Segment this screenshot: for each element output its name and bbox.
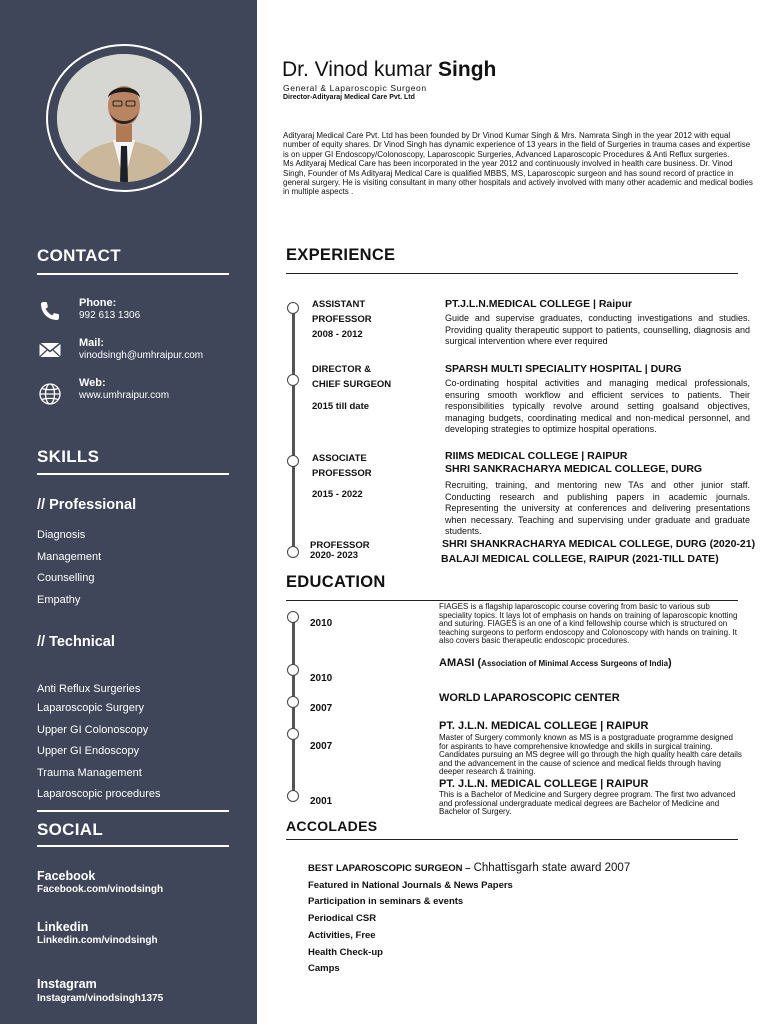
person-portrait-icon xyxy=(57,54,191,182)
first-name: Dr. Vinod kumar xyxy=(282,58,433,81)
mail-value[interactable]: vinodsingh@umhraipur.com xyxy=(79,350,204,361)
sidebar xyxy=(0,0,257,1024)
experience-role: ASSOCIATE PROFESSOR xyxy=(312,453,372,479)
director-title: Director-Adityaraj Medical Care Pvt. Ltd xyxy=(283,94,415,101)
accolades-heading: ACCOLADES xyxy=(286,818,378,834)
education-title: PT. J.L.N. MEDICAL COLLEGE | RAIPUR xyxy=(439,720,649,732)
education-title: PT. J.L.N. MEDICAL COLLEGE | RAIPUR xyxy=(439,778,649,790)
person-name xyxy=(282,58,496,82)
experience-period: 2015 till date xyxy=(312,401,370,412)
last-name: Singh xyxy=(438,58,497,81)
experience-period: 2008 - 2012 xyxy=(312,329,363,340)
timeline-dot xyxy=(287,546,299,558)
education-year: 2010 xyxy=(310,673,333,684)
experience-description: Co-ordinating hospital activities and managing medical professionals, ensuring smooth workflow and efficient services to patients. Their responsibilities typically revolve around setting goalsand objectives, managing budgets, coordinating medical and non-medical personnel, and developing strategies to optimize hospital operations. xyxy=(445,378,750,434)
about-paragraph: Adityaraj Medical Care Pvt. Ltd has been founded by Dr Vinod Kumar Singh & Mrs. Namrata Singh in the year 2012 with equal number of equity shares. Dr Vinod Singh has dynamic experience of 13 years in the field of Surgeries in trauma cases and expertise is on upper GI Endoscopy/Colonoscopy, Laparoscopic Surgeries, Advanced Laparoscopic Procedures & Anti Reflux surgeries. Ms Adityaraj Medical Care has been incorporated in the year 2012 and continuously involved in health care business. Dr. Vinod Singh, Founder of Ms Adityaraj Medical Care is qualified MBBS, MS, Laparoscopic surgeon and has sound record of practice in general surgery. He is visiting consultant in many other hospitals and actively involved with many other academic and medical bodies in multiple aspects . xyxy=(283,131,753,197)
timeline-dot xyxy=(287,302,299,314)
accolades-divider xyxy=(286,839,738,840)
web-label: Web: xyxy=(79,377,106,389)
profile-photo-ring xyxy=(46,44,202,192)
timeline-dot xyxy=(287,374,299,386)
experience-heading: EXPERIENCE xyxy=(286,246,396,264)
education-divider xyxy=(286,600,738,601)
education-description: Master of Surgery commonly known as MS is a postgraduate programme designed for aspirants to have comprehensive knowledge and skills in surgical training. Candidates pursuing an MS degree will go through the high quality health care details and the advancement in the cause of science and medical fields through having deeper research & training. xyxy=(439,733,742,777)
education-year: 2001 xyxy=(310,796,333,807)
contact-divider xyxy=(37,273,229,275)
experience-timeline-line xyxy=(292,308,295,552)
social-linkedin-link[interactable]: Linkedin.com/vinodsingh xyxy=(37,935,158,946)
education-title: AMASI (Association of Minimal Access Surgeons of India) xyxy=(439,657,672,669)
social-instagram-link[interactable]: Instagram/vinodsingh1375 xyxy=(37,993,164,1004)
education-description: FIAGES is a flagship laparoscopic course covering from basic to various sub speciality topics. It lays lot of emphasis on hands on training of laparoscopic knotting and suturing. FIAGES is an one of a kind fellowship course which is structured on teaching surgeons to perform endoscopy and Colonoscopy with hands on training. It also covers basic therapeutic endoscopic procedures. xyxy=(439,602,738,646)
education-heading: EDUCATION xyxy=(286,573,386,591)
contact-heading: CONTACT xyxy=(37,246,121,265)
skill-item: Counselling xyxy=(37,572,95,584)
skill-item: Upper GI Endoscopy xyxy=(37,745,140,757)
social-instagram-name: Instagram xyxy=(37,977,97,991)
social-top-divider xyxy=(37,810,229,812)
globe-icon xyxy=(38,382,62,406)
accolade-item: Participation in seminars & events xyxy=(308,896,464,907)
experience-organization: PT.J.L.N.MEDICAL COLLEGE | Raipur xyxy=(445,298,633,310)
main-content xyxy=(257,0,768,1024)
phone-label: Phone: xyxy=(79,297,117,309)
timeline-dot xyxy=(287,790,299,802)
experience-organization-secondary: SHRI SANKRACHARYA MEDICAL COLLEGE, DURG xyxy=(445,463,703,475)
experience-organization: SPARSH MULTI SPECIALITY HOSPITAL | DURG xyxy=(445,363,682,375)
skill-item: Upper GI Colonoscopy xyxy=(37,724,149,736)
professional-skills-heading: // Professional xyxy=(37,497,137,513)
skills-divider xyxy=(37,473,229,475)
skill-item: Trauma Management xyxy=(37,767,142,779)
experience-organization: RIIMS MEDICAL COLLEGE | RAIPUR xyxy=(445,450,628,462)
experience-role: ASSISTANT PROFESSOR xyxy=(312,299,372,325)
mail-label: Mail: xyxy=(79,337,105,349)
accolade-item: Activities, Free xyxy=(308,930,376,941)
accolade-item: Periodical CSR xyxy=(308,913,377,924)
education-title: WORLD LAPAROSCOPIC CENTER xyxy=(439,692,620,704)
timeline-dot xyxy=(287,455,299,467)
accolade-item: Featured in National Journals & News Papers xyxy=(308,880,513,891)
education-description: This is a Bachelor of Medicine and Surgery degree program. The first two advanced and professional undergraduate medical degrees are Bachelor of Medicine and Bachelor of Surgery. xyxy=(439,790,736,817)
social-heading: SOCIAL xyxy=(37,820,104,839)
experience-description: Guide and supervise graduates, conducting investigations and studies. Providing quality therapeutic support to patients, counselling, diagnosis and surgical intervention where ever required xyxy=(445,313,750,346)
education-year: 2010 xyxy=(310,618,333,629)
timeline-dot xyxy=(287,664,299,676)
experience-period: 2015 - 2022 xyxy=(312,489,363,500)
experience-role: PROFESSOR xyxy=(310,540,370,551)
skills-heading: SKILLS xyxy=(37,447,100,466)
skill-item: Empathy xyxy=(37,594,81,606)
skill-item: Anti Reflux Surgeries xyxy=(37,683,141,695)
skill-item: Laparoscopic Surgery xyxy=(37,702,145,714)
social-facebook-name: Facebook xyxy=(37,869,96,883)
mail-icon xyxy=(38,338,62,362)
skill-item: Diagnosis xyxy=(37,529,86,541)
experience-divider xyxy=(286,273,738,274)
experience-role: DIRECTOR & CHIEF SURGEON xyxy=(312,364,392,390)
experience-period: 2020- 2023 xyxy=(310,550,359,561)
social-divider xyxy=(37,845,229,847)
timeline-dot xyxy=(287,728,299,740)
profile-photo xyxy=(57,54,191,182)
web-value[interactable]: www.umhraipur.com xyxy=(79,390,170,401)
education-year: 2007 xyxy=(310,741,333,752)
social-linkedin-name: Linkedin xyxy=(37,920,89,934)
job-tagline: General & Laparoscopic Surgeon xyxy=(283,83,427,93)
social-facebook-link[interactable]: Facebook.com/vinodsingh xyxy=(37,884,164,895)
experience-description: Recruiting, training, and mentoring new TAs and other junior staff. Conducting research and publishing papers in academic journals. Representing the university at conferences and delivering presentations when necessary. Teaching and supervising under graduate and graduate students. xyxy=(445,480,750,536)
accolade-item: Camps xyxy=(308,963,340,974)
skill-item: Laparoscopic procedures xyxy=(37,788,161,800)
timeline-dot xyxy=(287,611,299,623)
technical-skills-heading: // Technical xyxy=(37,634,115,650)
accolade-award: BEST LAPAROSCOPIC SURGEON – Chhattisgarh state award 2007 xyxy=(308,862,631,874)
experience-organization: SHRI SHANKRACHARYA MEDICAL COLLEGE, DURG (2020-21) xyxy=(442,538,756,550)
phone-value[interactable]: 992 613 1306 xyxy=(79,310,141,321)
experience-organization-secondary: BALAJI MEDICAL COLLEGE, RAIPUR (2021-TILL DATE) xyxy=(441,553,719,565)
timeline-dot xyxy=(287,696,299,708)
phone-icon xyxy=(38,299,62,323)
skill-item: Management xyxy=(37,551,102,563)
accolade-item: Health Check-up xyxy=(308,947,383,958)
education-year: 2007 xyxy=(310,703,333,714)
